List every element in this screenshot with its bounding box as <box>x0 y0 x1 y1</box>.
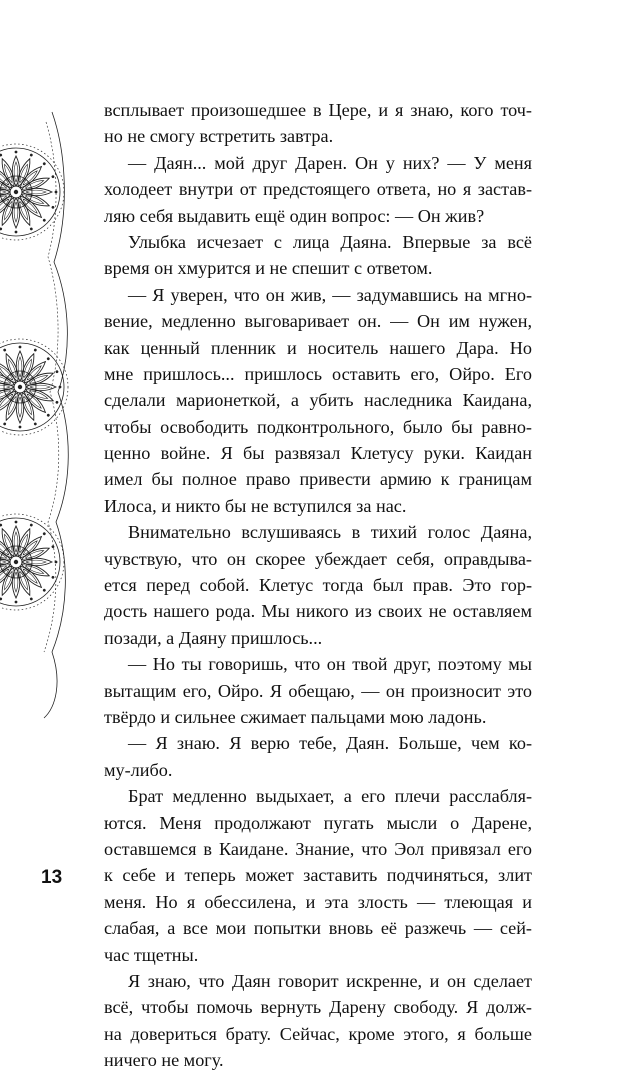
text-line: время он хмурится и не спешит с ответом. <box>104 258 433 279</box>
text-line: сделали марионеткой, а убить наследника Каидана, <box>104 390 532 411</box>
text-line: — Даян... мой друг Дарен. Он у них? — У меня <box>128 152 532 173</box>
text-line: позади, а Даяну пришлось... <box>104 627 323 648</box>
text-line: имел бы полное право привести армию к границам <box>104 469 532 490</box>
text-line: му-либо. <box>104 759 173 780</box>
text-line: холодеет внутри от предстоящего ответа, но я застав- <box>104 179 532 200</box>
text-line: ляю себя выдавить ещё один вопрос: — Он жив? <box>104 205 485 226</box>
text-line: твёрдо и сильнее сжимает пальцами мою ладонь. <box>104 706 487 727</box>
text-line: к себе и теперь может заставить подчиняться, злит <box>104 865 532 886</box>
text-line: слабая, а все мои попытки вновь её разжечь — сей- <box>104 918 532 939</box>
text-line: ничего не могу. <box>104 1050 224 1071</box>
text-line: вытащим его, Ойро. Я обещаю, — он произносит это <box>104 680 532 701</box>
text-line: ется перед собой. Клетус тогда был прав. Это гор- <box>104 575 532 596</box>
text-line: Брат медленно выдыхает, а его плечи расслабля- <box>128 786 532 807</box>
text-line: но не смогу встретить завтра. <box>104 126 334 147</box>
text-line: час тщетны. <box>104 944 199 965</box>
text-line: — Но ты говоришь, что он твой друг, поэтому мы <box>128 654 532 675</box>
text-line: вение, медленно выговаривает он. — Он им нужен, <box>104 311 532 332</box>
text-line: Улыбка исчезает с лица Даяна. Впервые за всё <box>128 231 532 252</box>
text-line: как ценный пленник и носитель нашего Дара. Но <box>104 337 532 358</box>
text-line: оставшемся в Каидане. Знание, что Эол привязал его <box>104 838 532 859</box>
text-line: Я знаю, что Даян говорит искренне, и он сделает <box>128 970 532 991</box>
text-line: мне пришлось... пришлось оставить его, Ойро. Его <box>104 363 532 384</box>
text-line: меня. Но я обессилена, и эта злость — тлеющая и <box>104 891 532 912</box>
text-line: всплывает произошедшее в Цере, и я знаю, кого точ- <box>104 100 532 120</box>
text-line: всё, чтобы помочь вернуть Дарену свободу. Я долж- <box>104 997 532 1018</box>
body-text <box>104 97 532 1073</box>
mandala-ornament <box>0 92 78 720</box>
text-line: ются. Меня продолжают пугать мысли о Дарене, <box>104 812 532 833</box>
text-line: на довериться брату. Сейчас, кроме этого, я больше <box>104 1023 532 1044</box>
text-line: Внимательно вслушиваясь в тихий голос Даяна, <box>128 522 532 543</box>
text-line: чтобы освободить подконтрольного, было бы равно- <box>104 416 532 437</box>
text-line: дость нашего рода. Мы никого из своих не оставляем <box>104 601 532 622</box>
text-line: — Я знаю. Я верю тебе, Даян. Больше, чем ко- <box>128 733 532 754</box>
text-line: ценно войне. Я бы развязал Клетусу руки. Каидан <box>104 443 532 464</box>
text-line: чувствую, что он скорее убеждает себя, оправдыва- <box>104 548 532 569</box>
text-line: Илоса, и никто бы не вступился за нас. <box>104 495 407 516</box>
page-number: 13 <box>41 867 63 888</box>
text-line: — Я уверен, что он жив, — задумавшись на мгно- <box>128 284 532 305</box>
